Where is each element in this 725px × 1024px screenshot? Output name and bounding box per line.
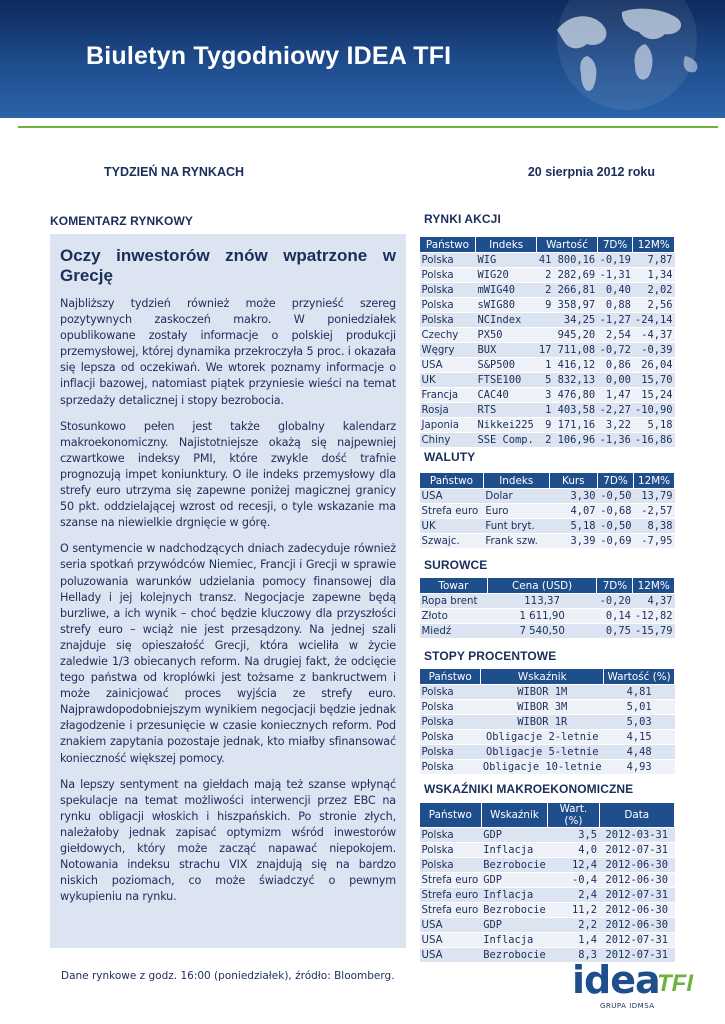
column-header: Wart. (%) [548, 803, 599, 828]
table-row [420, 343, 675, 358]
bulletin-title: Biuletyn Tygodniowy IDEA TFI [86, 42, 452, 70]
currencies-table [419, 472, 675, 549]
table-cell: GDP [481, 918, 548, 933]
table-cell: Obligacje 5-letnie [481, 745, 604, 760]
table-cell: CAC40 [475, 388, 536, 403]
macro-heading: WSKAŹNIKI MAKROEKONOMICZNE [424, 782, 634, 796]
comment-paragraph: O sentymencie w nadchodzących dniach zadecyduje również seria spotkań przywódców Niemiec, Francji i Grecji w sprawie poluzowania warunków udzielania pomocy finansowej dla Hellady i jej kolejnych transz. Negocjacje zapewne będą burzliwe, a ich wynik – choć będzie kluczowy dla przyszłości strefy euro – wciąż nie jest przesądzony. Na jednej szali znajduje się opieszałość Grecji, która wcieliła w życie zaledwie 1/3 obiecanych reform. Na drugiej fakt, że odcięcie tego państwa od kroplówki jest tożsame z bankructwem i może zainicjować proces wyjścia ze strefy euro. Najprawdopodobniejszym wynikiem negocjacji będzie jednak złagodzenie i przesunięcie w czasie koniecznych reform. Pod znakiem zapytania pozostaje jednak, kto miałby sfinansować konieczność większej pomocy. [60, 542, 396, 765]
table-cell: -0,4 [548, 873, 599, 888]
table-row [420, 918, 675, 933]
table-cell: NCIndex [475, 313, 536, 328]
table-cell: Frank szw. [483, 534, 549, 549]
table-row [420, 403, 675, 418]
table-cell: -16,86 [633, 433, 675, 448]
table-cell: Polska [420, 685, 481, 700]
table-cell: PX50 [475, 328, 536, 343]
table-cell: Strefa euro [420, 888, 482, 903]
table-row [420, 873, 675, 888]
table-cell: 3,5 [548, 828, 599, 843]
table-cell: Polska [420, 730, 481, 745]
table-cell: sWIG80 [475, 298, 536, 313]
table-cell: 41 800,16 [538, 254, 596, 266]
table-row [420, 489, 675, 504]
table-cell: -2,27 [597, 403, 633, 418]
table-cell: Węgry [420, 343, 476, 358]
table-cell: 0,88 [597, 298, 633, 313]
table-cell: -10,90 [633, 403, 675, 418]
table-cell: -1,31 [597, 268, 633, 283]
table-cell: -0,39 [633, 343, 675, 358]
table-cell: 4,0 [548, 843, 599, 858]
table-cell: UK [420, 373, 476, 388]
table-cell: 4,37 [633, 594, 675, 609]
table-cell: Miedź [420, 624, 488, 639]
table-cell: S&P500 [475, 358, 536, 373]
table-cell: 5,18 [549, 519, 597, 534]
macro-table [419, 802, 675, 963]
header-banner [0, 0, 725, 118]
table-row [420, 858, 675, 873]
table-cell: -2,57 [634, 504, 675, 519]
table-row [420, 504, 675, 519]
table-cell: -0,50 [598, 489, 634, 504]
table-cell: Polska [420, 745, 481, 760]
table-cell: 2012-06-30 [599, 873, 674, 888]
table-cell: 2012-06-30 [599, 858, 674, 873]
table-cell: 9 171,16 [537, 418, 597, 433]
table-row [420, 700, 675, 715]
table-row [420, 283, 675, 298]
table-row [420, 685, 675, 700]
table-cell: -1,36 [597, 433, 633, 448]
table-cell: 2,56 [633, 298, 675, 313]
world-map-graphic [527, 0, 717, 118]
table-cell: Obligacje 2-letnie [481, 730, 604, 745]
table-cell: Polska [420, 828, 482, 843]
table-cell: 1,47 [597, 388, 633, 403]
column-header: Państwo [420, 473, 484, 489]
table-cell: 2,54 [597, 328, 633, 343]
table-cell: Inflacja [481, 933, 548, 948]
table-cell: 17 711,08 [538, 344, 596, 356]
comment-heading: KOMENTARZ RYNKOWY [50, 214, 194, 228]
table-cell: 113,37 [487, 594, 597, 609]
table-cell: 2 106,96 [537, 433, 597, 448]
column-header: Kurs [549, 473, 597, 489]
table-cell: 1 403,58 [537, 403, 597, 418]
table-row [420, 594, 675, 609]
table-cell: WIBOR 1R [481, 715, 604, 730]
table-cell: -12,82 [633, 609, 675, 624]
table-cell: 1,4 [548, 933, 599, 948]
table-cell: 7,87 [633, 253, 675, 268]
table-cell: Bezrobocie [483, 904, 546, 916]
data-source-note: Dane rynkowe z godz. 16:00 (poniedziałek), źródło: Bloomberg. [61, 970, 395, 982]
table-cell: Inflacja [481, 888, 548, 903]
idea-tfi-logo [560, 958, 700, 1018]
table-cell: 0,75 [597, 624, 633, 639]
table-cell: 15,70 [633, 373, 675, 388]
column-header: Państwo [420, 669, 481, 685]
table-cell: 2012-03-31 [599, 828, 674, 843]
table-row [420, 730, 675, 745]
table-row [420, 888, 675, 903]
table-cell: Japonia [420, 418, 476, 433]
table-cell: Dolar [483, 489, 549, 504]
logo-subtitle: GRUPA IDMSA [600, 1002, 655, 1010]
header-divider [18, 126, 718, 128]
column-header: 7D% [597, 237, 633, 253]
table-cell: 5,03 [604, 715, 675, 730]
table-cell: Rosja [420, 403, 476, 418]
table-cell: 34,25 [537, 313, 597, 328]
table-header-row [420, 669, 675, 685]
table-cell: WIBOR 1M [481, 685, 604, 700]
column-header: Państwo [420, 237, 476, 253]
table-cell: -0,50 [598, 519, 634, 534]
table-cell: 2012-06-30 [599, 918, 674, 933]
table-cell: -0,68 [598, 504, 634, 519]
comment-paragraph: Na lepszy sentyment na giełdach mają też szanse wpłynąć spekulacje na temat możliwości interwencji przez EBC na rynku obligacji włoskich i hiszpańskich. Po stronie złych, należałoby jednak zapisać optymizm wśród inwestorów giełdowych, który może zacząć napawać niepokojem. Notowania indeksu strachu VIX znajdują się na bardzo niskich poziomach, co może świadczyć o pewnym wykupieniu na rynku. [60, 777, 396, 904]
table-cell: 12,4 [548, 858, 599, 873]
table-cell: 4,81 [604, 685, 675, 700]
table-cell: 2 282,69 [537, 268, 597, 283]
market-comment-box [50, 234, 406, 948]
table-cell: USA [420, 489, 484, 504]
commodities-table [419, 577, 675, 639]
table-cell: 5,01 [604, 700, 675, 715]
column-header: Państwo [420, 803, 482, 828]
table-cell: Euro [483, 504, 549, 519]
issue-date: 20 sierpnia 2012 roku [527, 165, 655, 179]
table-cell: Obligacje 10-letnie [482, 761, 602, 773]
column-header: Wskaźnik [481, 803, 548, 828]
table-cell: 2012-07-31 [599, 933, 674, 948]
table-cell: 2012-07-31 [599, 948, 674, 963]
table-cell: 3,30 [549, 489, 597, 504]
table-row [420, 298, 675, 313]
table-row [420, 828, 675, 843]
table-cell: 7 540,50 [487, 624, 597, 639]
table-cell: -0,72 [597, 343, 633, 358]
table-cell: Francja [420, 388, 476, 403]
table-cell: WIG20 [475, 268, 536, 283]
table-row [420, 253, 675, 268]
table-cell: -4,37 [633, 328, 675, 343]
table-cell: 3,22 [597, 418, 633, 433]
table-header-row [420, 237, 675, 253]
table-cell: Polska [420, 760, 481, 775]
table-row [420, 358, 675, 373]
column-header: 12M% [634, 473, 675, 489]
table-cell: 13,79 [634, 489, 675, 504]
table-cell: 2,4 [548, 888, 599, 903]
comment-paragraph: Najbliższy tydzień również może przynieść szereg pozytywnych zaskoczeń makro. W poniedziałek opublikowane zostały informacje o polskiej produkcji przemysłowej, której dynamika przekroczyła 5 proc. i okazała się lepsza od oczekiwań. We wtorek poznamy informacje o inflacji bazowej, natomiast piątek przyniesie wieści na temat sprzedaży detalicznej i stopy bezrobocia. [60, 297, 396, 407]
table-cell: 2012-07-31 [599, 843, 674, 858]
table-row [420, 268, 675, 283]
table-cell: 4,48 [604, 745, 675, 760]
table-cell: Polska [420, 283, 476, 298]
table-cell: -1,27 [597, 313, 633, 328]
table-cell: -24,14 [633, 313, 675, 328]
table-cell: -0,19 [597, 253, 633, 268]
table-cell: 4,07 [549, 504, 597, 519]
table-cell: Polska [420, 715, 481, 730]
table-cell: WIG [475, 253, 536, 268]
table-cell: USA [420, 948, 482, 963]
table-cell: 11,2 [548, 903, 599, 918]
stocks-table [419, 236, 675, 448]
column-header: Data [599, 803, 674, 828]
table-row [420, 933, 675, 948]
column-header: 12M% [633, 578, 675, 594]
column-header: 7D% [597, 578, 633, 594]
table-cell: RTS [475, 403, 536, 418]
table-cell: USA [420, 918, 482, 933]
table-cell: 4,15 [604, 730, 675, 745]
table-cell: Złoto [420, 609, 488, 624]
column-header: Wskaźnik [481, 669, 604, 685]
table-cell: -0,69 [598, 534, 634, 549]
table-cell: 4,93 [604, 760, 675, 775]
table-cell: 3 476,80 [537, 388, 597, 403]
table-row [420, 745, 675, 760]
table-cell: Czechy [420, 328, 476, 343]
table-row [420, 843, 675, 858]
table-row [420, 519, 675, 534]
logo-wordmark: idea [572, 958, 660, 1002]
column-header: Indeks [475, 237, 536, 253]
table-row [420, 624, 675, 639]
table-row [420, 609, 675, 624]
table-header-row [420, 473, 675, 489]
table-row [420, 715, 675, 730]
table-cell: 5 832,13 [537, 373, 597, 388]
table-cell: -7,95 [634, 534, 675, 549]
table-cell: FTSE100 [475, 373, 536, 388]
comment-title: Oczy inwestorów znów wpatrzone w Grecję [60, 246, 396, 285]
table-cell: 8,3 [548, 948, 599, 963]
table-cell: Polska [420, 268, 476, 283]
table-cell: 1 416,12 [537, 358, 597, 373]
table-cell: 2,02 [633, 283, 675, 298]
stocks-heading: RYNKI AKCJI [424, 212, 501, 226]
table-cell: Polska [420, 313, 476, 328]
table-cell: -0,20 [597, 594, 633, 609]
table-row [420, 388, 675, 403]
column-header: Wartość [537, 237, 597, 253]
column-header: Indeks [483, 473, 549, 489]
table-cell: 2012-07-31 [599, 888, 674, 903]
table-cell: GDP [481, 873, 548, 888]
table-cell: Polska [420, 858, 482, 873]
table-row [420, 903, 675, 918]
table-cell: 26,04 [633, 358, 675, 373]
table-cell: 0,86 [597, 358, 633, 373]
table-row [420, 313, 675, 328]
table-cell: Szwajc. [420, 534, 484, 549]
table-cell: Ropa brent [420, 594, 488, 609]
table-cell: 0,40 [597, 283, 633, 298]
table-cell: Inflacja [481, 843, 548, 858]
commodities-heading: SUROWCE [424, 558, 488, 572]
table-cell: 945,20 [537, 328, 597, 343]
table-cell: GDP [481, 828, 548, 843]
table-cell: UK [420, 519, 484, 534]
table-cell: BUX [475, 343, 536, 358]
table-cell: Polska [420, 298, 476, 313]
logo-tfi: TFI [657, 970, 693, 997]
table-cell: SSE Comp. [475, 433, 536, 448]
table-cell: 5,18 [633, 418, 675, 433]
table-cell: mWIG40 [475, 283, 536, 298]
table-cell: 3,39 [549, 534, 597, 549]
table-row [420, 534, 675, 549]
table-cell: Polska [420, 253, 476, 268]
table-cell: 0,14 [597, 609, 633, 624]
table-cell: USA [420, 933, 482, 948]
table-cell: Polska [420, 700, 481, 715]
table-header-row [420, 803, 675, 828]
table-cell: 2012-06-30 [599, 903, 674, 918]
table-cell: USA [420, 358, 476, 373]
column-header: 12M% [633, 237, 675, 253]
column-header: Cena (USD) [487, 578, 597, 594]
table-cell: -15,79 [633, 624, 675, 639]
comment-paragraph: Stosunkowo pełen jest także globalny kalendarz makroekonomiczny. Najistotniejsze okażą się najpewniej czwartkowe indeksy PMI, które zwykle dość trafnie prognozują impet koniunktury. O ile indeks przemysłowy dla strefy euro utrzyma się zapewne poniżej magicznej granicy 50 pkt. oddzielającej wzrost od recesji, o tyle wskazanie ma szanse na niewielkie drgnięcie w górę. [60, 419, 396, 530]
table-cell: 8,38 [634, 519, 675, 534]
table-cell: 1 611,90 [487, 609, 597, 624]
table-cell: 15,24 [633, 388, 675, 403]
table-row [420, 760, 675, 775]
table-cell: Strefa euro [420, 504, 484, 519]
table-cell: Bezrobocie [483, 859, 546, 871]
table-cell: Bezrobocie [483, 949, 546, 961]
column-header: 7D% [598, 473, 634, 489]
table-row [420, 418, 675, 433]
table-cell: Polska [420, 843, 482, 858]
table-cell: 2 266,81 [537, 283, 597, 298]
table-cell: 1,34 [633, 268, 675, 283]
table-row [420, 328, 675, 343]
table-cell: 9 358,97 [537, 298, 597, 313]
section-label: TYDZIEŃ NA RYNKACH [104, 165, 245, 179]
table-cell: 0,00 [597, 373, 633, 388]
table-cell: Nikkei225 [475, 418, 536, 433]
table-header-row [420, 578, 675, 594]
rates-table [419, 668, 675, 775]
column-header: Towar [420, 578, 488, 594]
table-cell: WIBOR 3M [481, 700, 604, 715]
table-cell: Strefa euro [420, 873, 482, 888]
column-header: Wartość (%) [604, 669, 675, 685]
rates-heading: STOPY PROCENTOWE [424, 649, 557, 663]
table-cell: Funt bryt. [483, 519, 549, 534]
table-row [420, 433, 675, 448]
table-cell: Chiny [420, 433, 476, 448]
table-cell: 2,2 [548, 918, 599, 933]
table-row [420, 373, 675, 388]
currencies-heading: WALUTY [424, 450, 476, 464]
table-cell: Strefa euro [420, 903, 482, 918]
